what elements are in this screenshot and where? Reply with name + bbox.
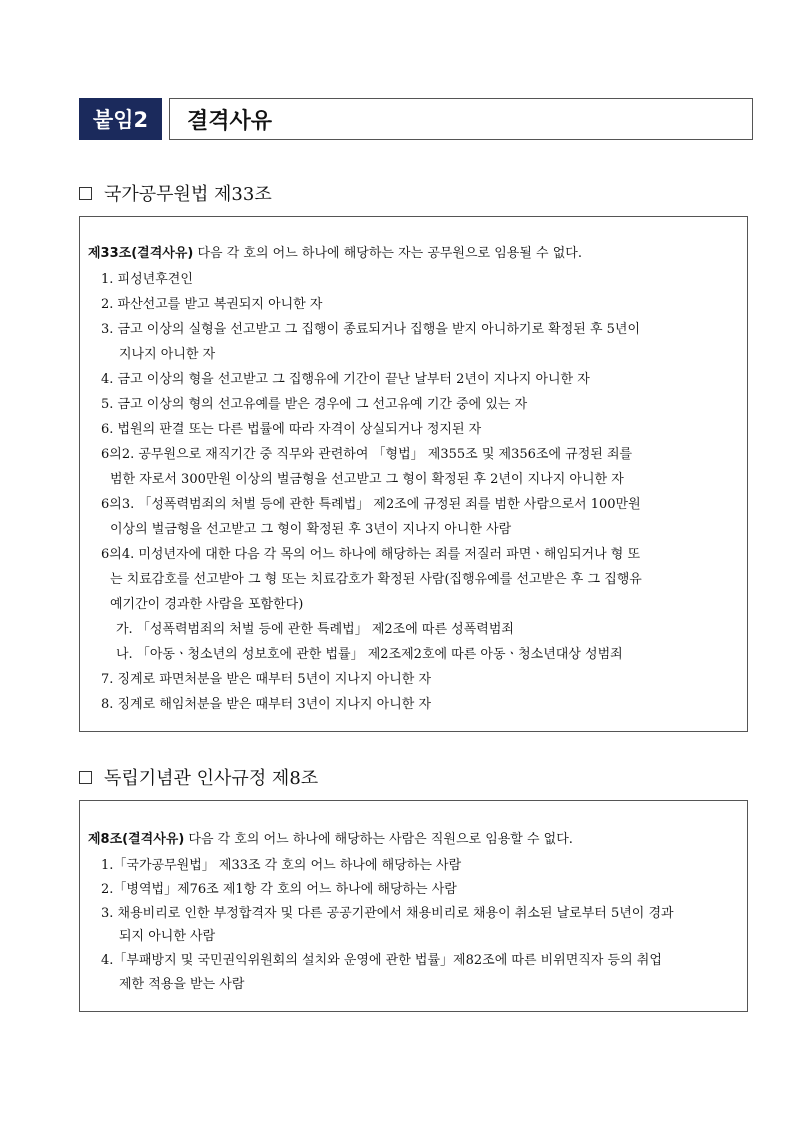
list-item-continuation: 지나지 아니한 자 bbox=[119, 347, 216, 362]
article-text: 다음 각 호의 어느 하나에 해당하는 자는 공무원으로 임용될 수 없다. bbox=[193, 246, 582, 261]
list-item: 8. 징계로 해임처분을 받은 때부터 3년이 지나지 아니한 자 bbox=[101, 697, 432, 712]
list-item: 7. 징계로 파면처분을 받은 때부터 5년이 지나지 아니한 자 bbox=[101, 672, 432, 687]
list-item-continuation: 제한 적용을 받는 사람 bbox=[119, 977, 245, 992]
article-title: 제8조(결격사유) bbox=[88, 832, 185, 847]
article-title: 제33조(결격사유) bbox=[88, 246, 194, 261]
sub-list-item: 가. 「성폭력범죄의 처벌 등에 관한 특례법」 제2조에 따른 성폭력범죄 bbox=[116, 622, 514, 637]
checkbox-icon bbox=[79, 187, 92, 200]
list-item: 6의3. 「성폭력범죄의 처벌 등에 관한 특례법」 제2조에 규정된 죄를 범한 사람으로서 100만원 bbox=[101, 497, 641, 512]
list-item-continuation: 되지 아니한 사람 bbox=[119, 929, 216, 944]
attachment-badge: 붙임2 bbox=[79, 98, 162, 140]
sub-list-item: 나. 「아동ㆍ청소년의 성보호에 관한 법률」 제2조제2호에 따른 아동ㆍ청소년대상 성범죄 bbox=[116, 647, 623, 662]
section-heading-national-civil-service-act bbox=[79, 180, 272, 206]
article-intro bbox=[88, 242, 582, 261]
list-item: 4.「부패방지 및 국민권익위원회의 설치와 운영에 관한 법률」제82조에 따른 비위면직자 등의 취업 bbox=[101, 953, 662, 968]
list-item-continuation: 는 치료감호를 선고받아 그 형 또는 치료감호가 확정된 사람(집행유예를 선고받은 후 그 집행유 bbox=[110, 572, 642, 587]
list-item: 6의4. 미성년자에 대한 다음 각 목의 어느 하나에 해당하는 죄를 저질러 파면ㆍ해임되거나 형 또 bbox=[101, 547, 641, 562]
article-intro bbox=[88, 828, 573, 847]
article-text: 다음 각 호의 어느 하나에 해당하는 사람은 직원으로 임용할 수 없다. bbox=[184, 832, 573, 847]
article-8-box bbox=[79, 800, 748, 1012]
list-item: 3. 금고 이상의 실형을 선고받고 그 집행이 종료되거나 집행을 받지 아니하기로 확정된 후 5년이 bbox=[101, 322, 641, 337]
section-heading-text: 국가공무원법 제33조 bbox=[104, 184, 272, 205]
list-item: 1.「국가공무원법」 제33조 각 호의 어느 하나에 해당하는 사람 bbox=[101, 858, 462, 873]
list-item: 2. 파산선고를 받고 복권되지 아니한 자 bbox=[101, 297, 323, 312]
list-item-continuation: 예기간이 경과한 사람을 포함한다) bbox=[110, 597, 304, 612]
checkbox-icon bbox=[79, 771, 92, 784]
list-item: 3. 채용비리로 인한 부정합격자 및 다른 공공기관에서 채용비리로 채용이 취소된 날로부터 5년이 경과 bbox=[101, 906, 674, 921]
list-item: 1. 피성년후견인 bbox=[101, 272, 193, 287]
list-item: 5. 금고 이상의 형의 선고유예를 받은 경우에 그 선고유예 기간 중에 있는 자 bbox=[101, 397, 528, 412]
section-heading-text: 독립기념관 인사규정 제8조 bbox=[104, 768, 319, 789]
list-item: 6의2. 공무원으로 재직기간 중 직무와 관련하여 「형법」 제355조 및 제356조에 규정된 죄를 bbox=[101, 447, 633, 462]
article-33-box bbox=[79, 216, 748, 732]
list-item: 6. 법원의 판결 또는 다른 법률에 따라 자격이 상실되거나 정지된 자 bbox=[101, 422, 482, 437]
section-heading-personnel-regulation bbox=[79, 764, 318, 790]
list-item-continuation: 범한 자로서 300만원 이상의 벌금형을 선고받고 그 형이 확정된 후 2년이 지나지 아니한 자 bbox=[110, 472, 624, 487]
list-item: 4. 금고 이상의 형을 선고받고 그 집행유에 기간이 끝난 날부터 2년이 지나지 아니한 자 bbox=[101, 372, 590, 387]
list-item-continuation: 이상의 벌금형을 선고받고 그 형이 확정된 후 3년이 지나지 아니한 사람 bbox=[110, 522, 512, 537]
page-title: 결격사유 bbox=[169, 98, 753, 140]
list-item: 2.「병역법」제76조 제1항 각 호의 어느 하나에 해당하는 사람 bbox=[101, 882, 457, 897]
